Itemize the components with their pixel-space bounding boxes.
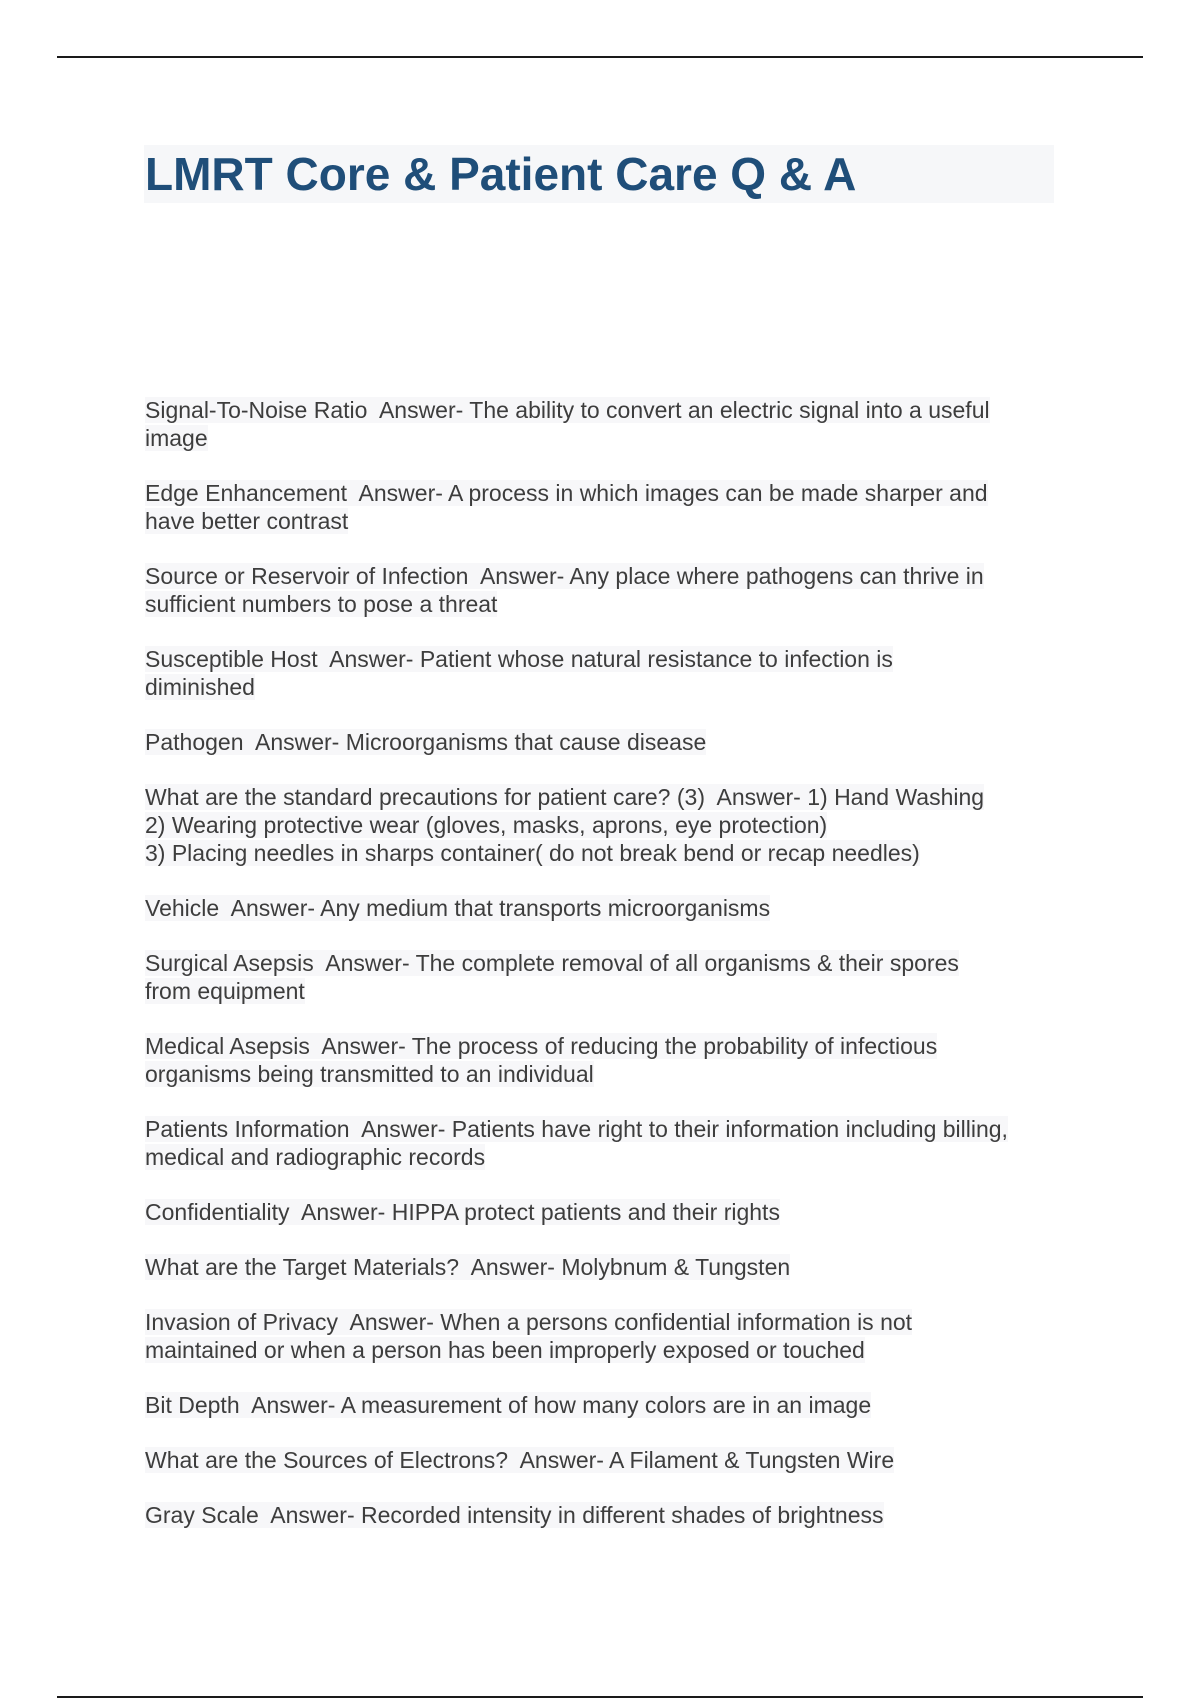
qa-line: Susceptible Host Answer- Patient whose natural resistance to infection is: [145, 646, 893, 672]
qa-item: [145, 1198, 1065, 1226]
qa-line: What are the Target Materials? Answer- Molybnum & Tungsten: [145, 1254, 791, 1280]
qa-line: Confidentiality Answer- HIPPA protect patients and their rights: [145, 1199, 780, 1225]
qa-item: [145, 645, 1065, 701]
top-rule: [57, 56, 1143, 58]
qa-list: [145, 396, 1065, 1556]
qa-line: Pathogen Answer- Microorganisms that cause disease: [145, 729, 707, 755]
qa-item: [145, 1391, 1065, 1419]
qa-line: Source or Reservoir of Infection Answer- Any place where pathogens can thrive in: [145, 563, 984, 589]
bottom-rule: [57, 1696, 1143, 1698]
qa-item: [145, 894, 1065, 922]
qa-line: Invasion of Privacy Answer- When a persons confidential information is not: [145, 1309, 913, 1335]
qa-item: [145, 479, 1065, 535]
qa-item: [145, 949, 1065, 1005]
document-title: LMRT Core & Patient Care Q & A: [145, 148, 857, 200]
qa-line: Signal-To-Noise Ratio Answer- The ability to convert an electric signal into a useful: [145, 397, 990, 423]
qa-item: [145, 1032, 1065, 1088]
qa-line: diminished: [145, 674, 255, 700]
qa-line: Surgical Asepsis Answer- The complete removal of all organisms & their spores: [145, 950, 959, 976]
qa-line: Patients Information Answer- Patients have right to their information including billing,: [145, 1116, 1008, 1142]
qa-line: image: [145, 425, 208, 451]
qa-line: 3) Placing needles in sharps container( do not break bend or recap needles): [145, 840, 920, 866]
qa-line: Vehicle Answer- Any medium that transports microorganisms: [145, 895, 771, 921]
qa-line: organisms being transmitted to an individual: [145, 1061, 594, 1087]
qa-line: Gray Scale Answer- Recorded intensity in different shades of brightness: [145, 1502, 884, 1528]
qa-item: [145, 728, 1065, 756]
qa-line: from equipment: [145, 978, 305, 1004]
qa-item: [145, 1446, 1065, 1474]
qa-line: Bit Depth Answer- A measurement of how many colors are in an image: [145, 1392, 872, 1418]
qa-line: Medical Asepsis Answer- The process of reducing the probability of infectious: [145, 1033, 938, 1059]
qa-line: What are the standard precautions for patient care? (3) Answer- 1) Hand Washing: [145, 784, 985, 810]
qa-item: [145, 1308, 1065, 1364]
qa-line: Edge Enhancement Answer- A process in which images can be made sharper and: [145, 480, 988, 506]
qa-item: [145, 1501, 1065, 1529]
qa-line: maintained or when a person has been improperly exposed or touched: [145, 1337, 865, 1363]
qa-line: What are the Sources of Electrons? Answer- A Filament & Tungsten Wire: [145, 1447, 895, 1473]
qa-item: [145, 562, 1065, 618]
qa-line: 2) Wearing protective wear (gloves, masks, aprons, eye protection): [145, 812, 828, 838]
qa-item: [145, 783, 1065, 867]
qa-item: [145, 1253, 1065, 1281]
qa-item: [145, 1115, 1065, 1171]
qa-item: [145, 396, 1065, 452]
qa-line: have better contrast: [145, 508, 349, 534]
qa-line: sufficient numbers to pose a threat: [145, 591, 498, 617]
qa-line: medical and radiographic records: [145, 1144, 486, 1170]
